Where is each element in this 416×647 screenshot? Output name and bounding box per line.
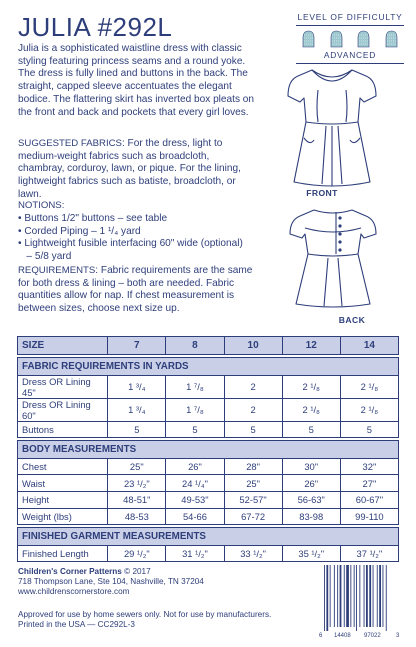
table-cell: 67-72 <box>224 508 282 525</box>
table-cell: 5 <box>108 421 166 438</box>
table-cell: 99-110 <box>340 508 398 525</box>
table-section-row <box>18 441 399 459</box>
table-cell: 25" <box>224 475 282 492</box>
table-cell: 24 ¹/₄" <box>166 475 224 492</box>
footer-website[interactable]: www.childrenscornerstore.com <box>18 587 130 597</box>
size-header-cell: 12 <box>282 337 340 355</box>
size-header-cell: 7 <box>108 337 166 355</box>
table-cell: 5 <box>166 421 224 438</box>
size-header-row <box>18 337 399 355</box>
table-row <box>18 491 399 508</box>
difficulty-level: ADVANCED <box>323 50 377 60</box>
footer-legal <box>18 610 271 630</box>
notion-item: • Lightweight fusible interfacing 60" wide (optional) <box>18 238 243 250</box>
thimble-icon <box>328 30 345 48</box>
table-cell: 5 <box>224 421 282 438</box>
notion-item: • Buttons 1/2" buttons – see table <box>18 213 168 224</box>
table-cell: 2 ¹/₈ <box>340 375 398 398</box>
size-header-cell: 10 <box>224 337 282 355</box>
difficulty-label: LEVEL OF DIFFICULTY <box>297 12 403 22</box>
notion-item: – 5/8 yard <box>18 251 72 263</box>
barcode-digits-left: 14408 <box>334 633 351 639</box>
barcode-digits-right: 97022 <box>364 633 381 639</box>
thimble-icon <box>383 30 400 48</box>
table-row <box>18 475 399 492</box>
table-cell: 52-57" <box>224 491 282 508</box>
table-cell: 25" <box>108 458 166 475</box>
table-cell: 1 ⁷/₈ <box>166 375 224 398</box>
table-row <box>18 508 399 525</box>
table-cell: 28" <box>224 458 282 475</box>
footer-printed: Printed in the USA — CC292L-3 <box>18 620 135 630</box>
table-cell: 32" <box>340 458 398 475</box>
difficulty-rule-top <box>296 25 404 26</box>
table-cell: 2 ¹/₈ <box>282 398 340 421</box>
requirements-paragraph <box>18 265 258 316</box>
table-row-label: Dress OR Lining 45" <box>18 375 108 398</box>
table-cell: 56-63" <box>282 491 340 508</box>
footer-company-line: Children's Corner Patterns © 2017 <box>18 567 151 576</box>
table-cell: 33 ¹/₂" <box>224 545 282 562</box>
table-cell: 31 ¹/₂" <box>166 545 224 562</box>
table-row <box>18 421 399 438</box>
barcode-digit-last: 3 <box>396 633 400 639</box>
footer-info <box>18 567 204 598</box>
table-cell: 54-66 <box>166 508 224 525</box>
difficulty-badge <box>296 12 404 64</box>
table-section-title: FINISHED GARMENT MEASUREMENTS <box>18 528 399 546</box>
table-cell: 23 ¹/₂" <box>108 475 166 492</box>
thimble-icon <box>300 30 317 48</box>
table-cell: 48-53 <box>108 508 166 525</box>
table-cell: 1 ⁷/₈ <box>166 398 224 421</box>
table-cell: 27" <box>340 475 398 492</box>
requirements-heading: REQUIREMENTS <box>18 265 96 276</box>
back-label: BACK <box>338 315 366 325</box>
table-section-title: FABRIC REQUIREMENTS IN YARDS <box>18 358 399 376</box>
notions-heading: NOTIONS: <box>18 200 65 211</box>
front-label: FRONT <box>306 188 338 198</box>
table-row-label: Dress OR Lining 60" <box>18 398 108 421</box>
table-cell: 2 ¹/₈ <box>340 398 398 421</box>
table-row <box>18 545 399 562</box>
table-row-label: Waist <box>18 475 108 492</box>
table-row-label: Chest <box>18 458 108 475</box>
table-cell: 48-51" <box>108 491 166 508</box>
table-row-label: Height <box>18 491 108 508</box>
table-row <box>18 398 399 421</box>
pattern-title: JULIA #292L <box>18 12 173 42</box>
table-row <box>18 375 399 398</box>
table-cell: 2 <box>224 375 282 398</box>
table-cell: 37 ¹/₂" <box>340 545 398 562</box>
table-section-title: BODY MEASUREMENTS <box>18 441 399 459</box>
table-row-label: Weight (lbs) <box>18 508 108 525</box>
table-cell: 5 <box>282 421 340 438</box>
table-cell: 2 <box>224 398 282 421</box>
table-cell: 2 ¹/₈ <box>282 375 340 398</box>
table-cell: 83-98 <box>282 508 340 525</box>
table-cell: 60-67" <box>340 491 398 508</box>
table-cell: 29 ¹/₂" <box>108 545 166 562</box>
table-row-label: Buttons <box>18 421 108 438</box>
table-cell: 49-53" <box>166 491 224 508</box>
thimble-icon <box>355 30 372 48</box>
fabrics-text: : For the dress, light to medium-weight fabrics such as broadcloth, chambray, corduroy, lawn, or pique. For the lining, lightweight fabrics such as batiste, broadcloth, or lawn. <box>18 138 241 200</box>
footer-approval: Approved for use by home sewers only. Not for use by manufacturers. <box>18 610 272 619</box>
size-header-cell: 8 <box>166 337 224 355</box>
footer-address: 718 Thompson Lane, Ste 104, Nashville, TN 37204 <box>18 577 204 587</box>
intro-paragraph: Julia is a sophisticated waistline dress with classic styling featuring princess seams and a round yoke. The dress is fully lined and buttons in the back. The straight, capped sleeve accentuates the elegant bodice. The flattering skirt has inverted box pleats on the front and back and pockets that every girl loves. <box>18 43 255 118</box>
size-header-cell: 14 <box>340 337 398 355</box>
size-header-label: SIZE <box>18 337 108 355</box>
table-section-row <box>18 358 399 376</box>
fabrics-heading: SUGGESTED FABRICS <box>18 138 122 149</box>
notion-item: • Corded Piping – 1 ¹/₄ yard <box>18 225 141 237</box>
dress-front-illustration <box>262 62 402 196</box>
barcode <box>318 563 402 639</box>
table-cell: 35 ¹/₂" <box>282 545 340 562</box>
barcode-digit-first: 6 <box>319 633 323 639</box>
fabrics-paragraph <box>18 138 258 202</box>
size-chart-table <box>17 336 399 562</box>
thimble-row <box>296 30 404 48</box>
table-cell: 26" <box>166 458 224 475</box>
table-cell: 26" <box>282 475 340 492</box>
dress-back-illustration <box>268 206 398 310</box>
table-cell: 5 <box>340 421 398 438</box>
table-cell: 30" <box>282 458 340 475</box>
notions-list <box>18 213 258 264</box>
table-row <box>18 458 399 475</box>
table-cell: 1 ³/₄ <box>108 398 166 421</box>
table-cell: 1 ³/₄ <box>108 375 166 398</box>
table-row-label: Finished Length <box>18 545 108 562</box>
requirements-text: : Fabric requirements are the same for both dress & lining – both are needed. Fabric quantities allow for nap. If chest measurement is between sizes, choose next size up. <box>18 265 253 315</box>
table-section-row <box>18 528 399 546</box>
